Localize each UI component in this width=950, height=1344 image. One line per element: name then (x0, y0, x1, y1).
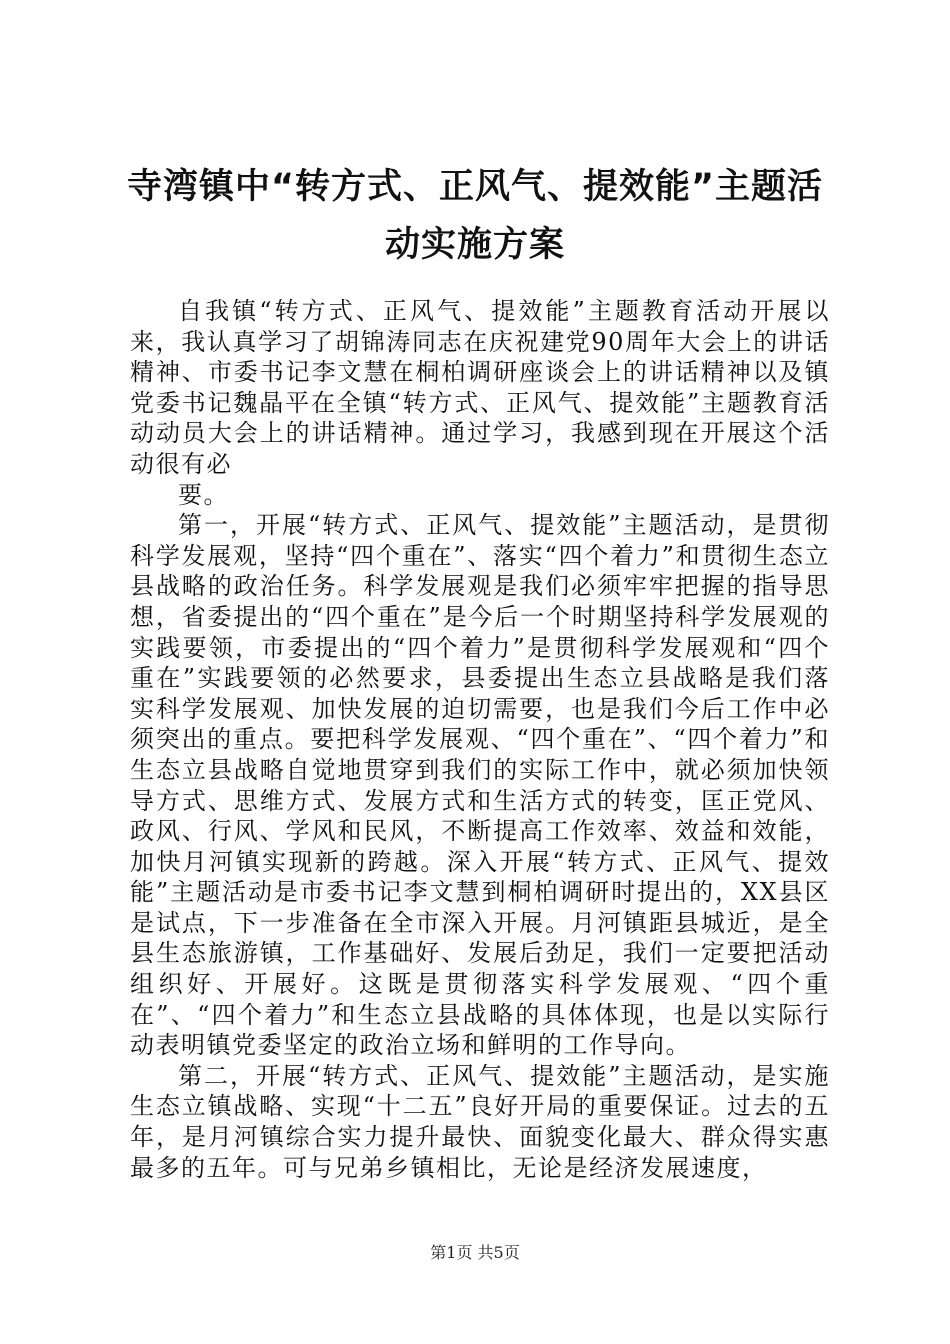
document-title: 寺湾镇中“转方式、正风气、提效能”主题活动实施方案 (126, 167, 823, 265)
paragraph-intro: 自我镇“转方式、正风气、提效能”主题教育活动开展以来，我认真学习了胡锦涛同志在庆祝建党90周年大会上的讲话精神、市委书记李文慧在桐柏调研座谈会上的讲话精神以及镇党委书记魏晶平在全镇“转方式、正风气、提效能”主题教育活动动员大会上的讲话精神。通过学习，我感到现在开展这个活动很有必 (130, 297, 830, 478)
paragraph-second-point: 第二，开展“转方式、正风气、提效能”主题活动，是实施生态立镇战略、实现“十二五”良好开局的重要保证。过去的五年，是月河镇综合实力提升最快、面貌变化最大、群众得实惠最多的五年。可与兄弟乡镇相比，无论是经济发展速度， (130, 1061, 830, 1182)
page-number: 第1页 共5页 (430, 1243, 520, 1262)
document-body (130, 296, 830, 1183)
paragraph-intro-continuation: 要。 (178, 480, 229, 509)
paragraph-first-point: 第一，开展“转方式、正风气、提效能”主题活动，是贯彻科学发展观，坚持“四个重在”、落实“四个着力”和贯彻生态立县战略的政治任务。科学发展观是我们必须牢牢把握的指导思想，省委提出的“四个重在”是今后一个时期坚持科学发展观的实践要领，市委提出的“四个着力”是贯彻科学发展观和“四个重在”实践要领的必然要求，县委提出生态立县战略是我们落实科学发展观、加快发展的迫切需要，也是我们今后工作中必须突出的重点。要把科学发展观、“四个重在”、“四个着力”和生态立县战略自觉地贯穿到我们的实际工作中，就必须加快领导方式、思维方式、发展方式和生活方式的转变，匡正党风、政风、行风、学风和民风，不断提高工作效率、效益和效能，加快月河镇实现新的跨越。深入开展“转方式、正风气、提效能”主题活动是市委书记李文慧到桐柏调研时提出的，XX县区是试点，下一步准备在全市深入开展。月河镇距县城近，是全县生态旅游镇，工作基础好、发展后劲足，我们一定要把活动组织好、开展好。这既是贯彻落实科学发展观、“四个重在”、“四个着力”和生态立县战略的具体体现，也是以实际行动表明镇党委坚定的政治立场和鲜明的工作导向。 (130, 511, 830, 1060)
